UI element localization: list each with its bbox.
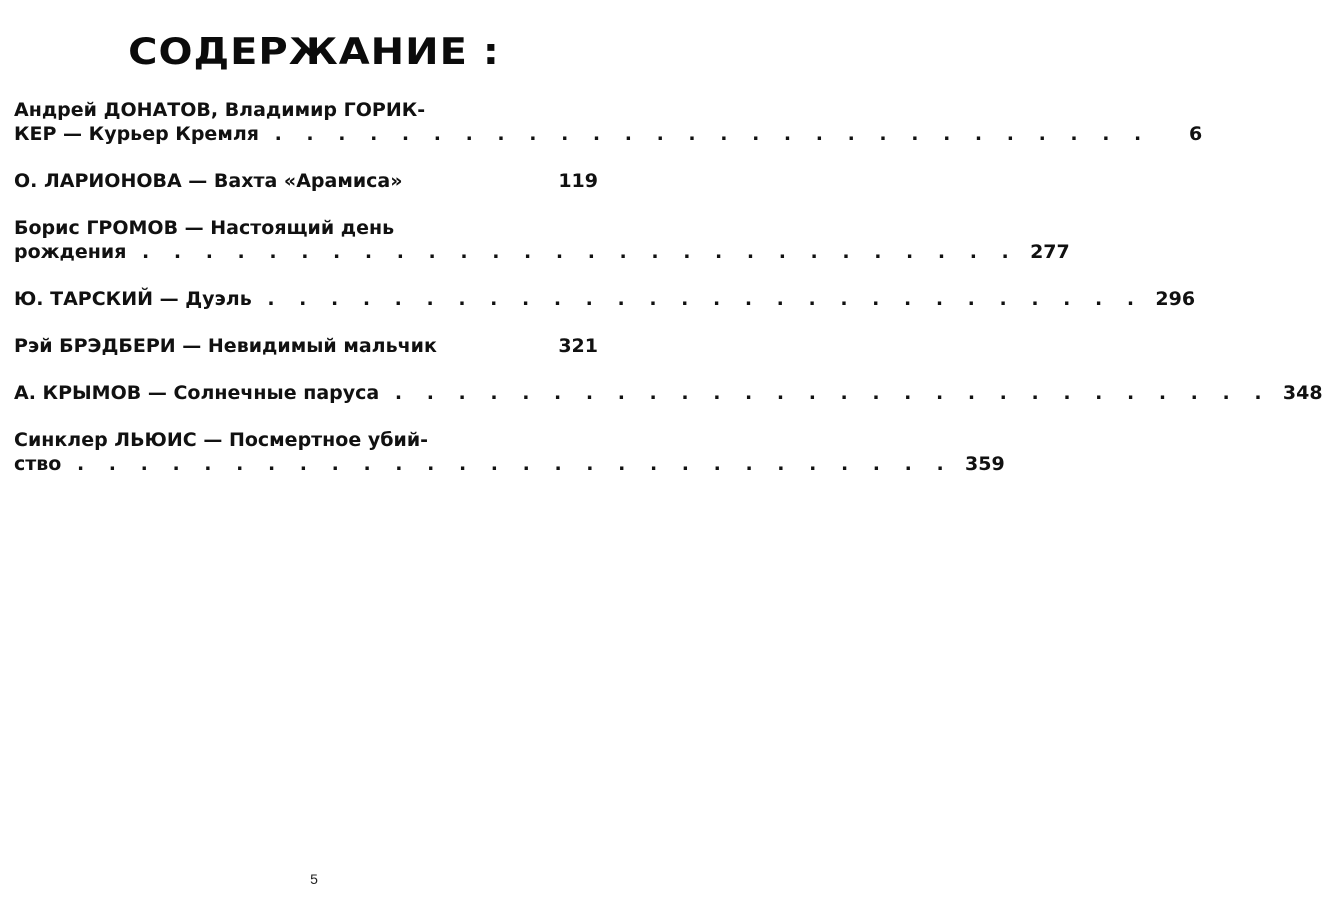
toc-entry-line: Рэй БРЭДБЕРИ — Невидимый мальчик: [14, 335, 437, 357]
toc-entry-page: 296: [1155, 288, 1196, 310]
toc-entry: [14, 428, 1005, 476]
page-number: 5: [310, 871, 318, 887]
toc-entry-line: рождения . . .: [14, 240, 1018, 264]
toc-entry-page: 119: [558, 170, 598, 192]
toc-entry-text: [14, 287, 1143, 311]
toc-entry-line: О. ЛАРИОНОВА — Вахта «Арамиса»: [14, 170, 403, 192]
toc-entry-text: [14, 216, 1018, 264]
toc-entry-text: [14, 381, 1271, 405]
toc-entry: [14, 334, 598, 358]
toc-entry-line: ство . . .: [14, 452, 953, 476]
toc-entry-page: 6: [1189, 123, 1203, 145]
toc-entry-line: Андрей ДОНАТОВ, Владимир ГОРИК-: [14, 99, 426, 121]
toc-entry: [14, 98, 1203, 146]
page-title: СОДЕРЖАНИЕ :: [128, 30, 500, 74]
toc-entry-page: 321: [558, 335, 598, 357]
toc-entry-line: Борис ГРОМОВ — Настоящий день: [14, 217, 395, 239]
toc-entry: [14, 381, 1323, 405]
toc-entry-line: КЕР — Курьер Кремля . . .: [14, 122, 1150, 146]
toc-entry-text: [14, 169, 546, 193]
table-of-contents: [14, 98, 1323, 476]
toc-entry-page: 277: [1030, 241, 1070, 263]
toc-entry-text: [14, 428, 953, 476]
toc-entry-line: Ю. ТАРСКИЙ — Дуэль . . .: [14, 287, 1143, 311]
toc-entry-page: 348: [1282, 382, 1323, 404]
toc-entry-line: А. КРЫМОВ — Солнечные паруса . . .: [14, 381, 1271, 405]
toc-entry-text: [14, 334, 546, 358]
toc-entry: [14, 287, 1196, 311]
toc-entry: [14, 216, 1070, 264]
toc-entry-text: [14, 98, 1150, 146]
toc-entry-line: Синклер ЛЬЮИС — Посмертное убий-: [14, 429, 429, 451]
toc-entry: [14, 169, 598, 193]
toc-entry-page: 359: [965, 453, 1005, 475]
